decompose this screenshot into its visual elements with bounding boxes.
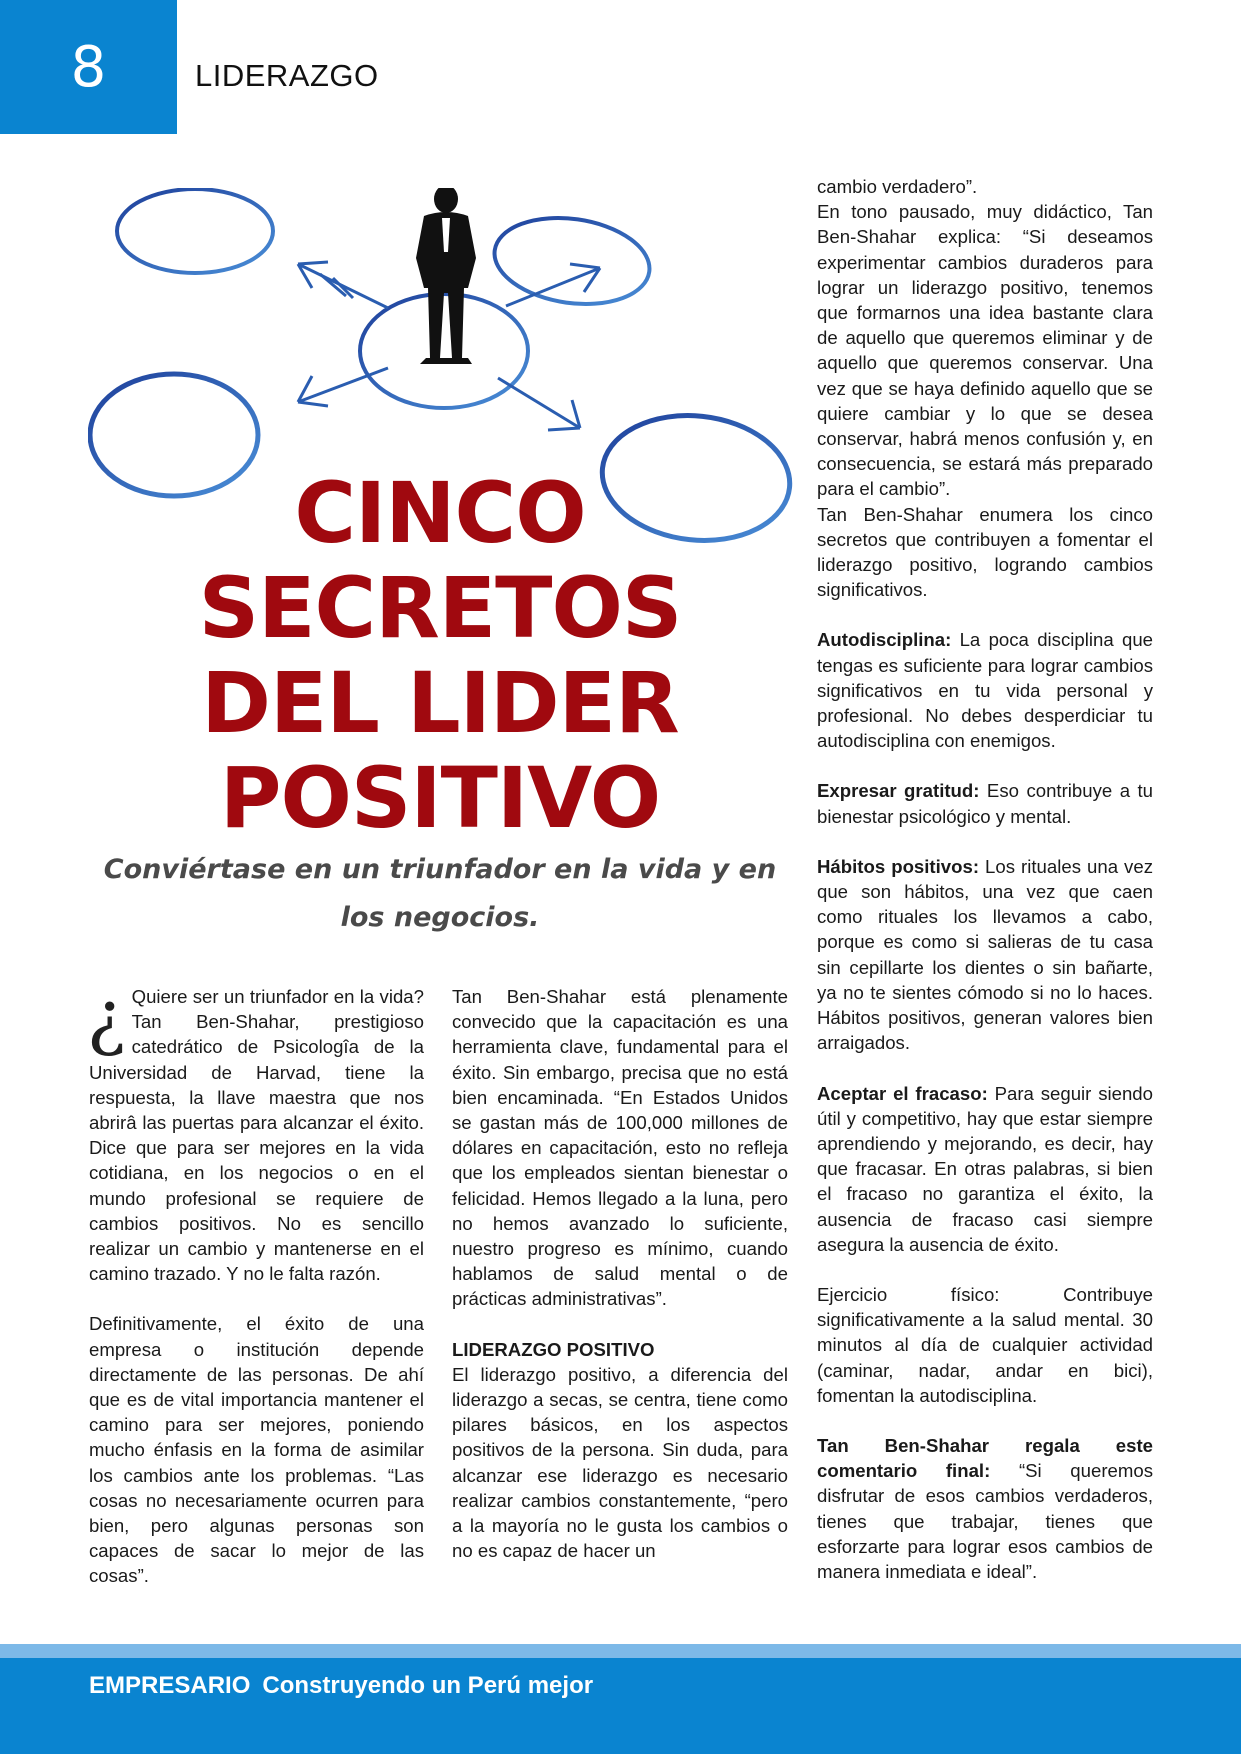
secret-label: Autodisciplina: [817,629,952,651]
paragraph: En tono pausado, muy didáctico, Tan Ben-Shahar explica: “Si deseamos experimentar cambios duraderos para lograr un liderazgo positivo, tenemos que formarnos una idea bastante clara de aquello que queremos eliminar y de aquello que queremos conservar. Una vez que se haya definido aquello que se quiere cambiar y lo que se desea conservar, habrá menos confusión y, en consecuencia, se estará más preparado para el cambio”. [817,201,1153,500]
column-1 [87,975,424,1614]
paragraph [452,1337,788,1564]
secret-item [817,778,1153,828]
column-2 [452,984,788,1588]
section-label: LIDERAZGO [195,58,379,93]
secret-text: Los rituales una vez que son hábitos, una vez que caen como rituales los llevamos a cabo, porque es como si salieras de tu casa sin cepillarte los dientes o sin bañarte, ya no te sientes cómodo si no lo haces. Hábitos positivos, generan valores bien arraigados. [817,855,1153,1054]
secret-item: Ejercicio físico: Contribuye significativamente a la salud mental. 30 minutos al día de cualquier actividad (caminar, nadar, andar en bici), fomentan la autodisciplina. [817,1283,1153,1406]
column-3 [817,174,1153,1609]
paragraph: cambio verdadero”. [817,176,978,197]
secret-text: Eso contribuye a tu bienestar psicológico y mental. [817,780,1154,827]
paragraph: Definitivamente, el éxito de una empresa o institución depende directamente de las personas. De ahí que es de vital importancia mantener el camino para ser mejores, poniendo mucho énfasis en la forma de asimilar los cambios ante los problemas. “Las cosas no necesariamente ocurren para bien, pero algunas personas son capaces de sacar lo mejor de las cosas”. [89,1313,424,1587]
page-number-box [0,0,177,134]
footer-tagline: Construyendo un Perú mejor [262,1672,594,1699]
drop-cap: ¿ [87,975,126,1059]
footer-strip [0,1644,1241,1658]
secret-label: Aceptar el fracaso: [817,1082,988,1104]
secret-item [817,627,1153,753]
page-number: 8 [70,34,107,100]
secret-label: Hábitos positivos: [817,855,980,877]
article-title [150,466,730,846]
subheading: LIDERAZGO POSITIVO [452,1338,655,1360]
closing-label: Tan Ben-Shahar regala este comentario final: [817,1434,1153,1482]
paragraph: Tan Ben-Shahar enumera los cinco secretos que contribuyen a fomentar el liderazgo positivo, logrando cambios significativos. [817,503,1153,601]
title-line-1: CINCO [294,464,586,562]
title-line-3: DEL LIDER [201,654,679,752]
paragraph-text: El liderazgo positivo, a diferencia del liderazgo a secas, se centra, tiene como pilares básicos, en los aspectos positivos de la persona. Sin duda, para alcanzar ese liderazgo es necesario realizar cambios constantemente, “pero a la mayoría no le gusta los cambios o no es capaz de hacer un [452,1363,788,1562]
paragraph [87,975,424,1286]
secret-text: La poca disciplina que tengas es suficiente para lograr cambios significativos en tu vida personal y profesional. No debes desperdiciar tu autodisciplina con enemigos. [817,629,1153,752]
closing-quote [817,1433,1153,1584]
secret-item [817,854,1153,1056]
footer-brand: EMPRESARIO [89,1672,251,1699]
title-line-2: SECRETOS [198,559,682,657]
secret-text: Para seguir siendo útil y competitivo, hay que estar siempre aprendiendo y mejorando, es decir, hay que fracasar. En otras palabras, si bien el fracaso no garantiza el éxito, la ausencia de fracaso casi siempre asegura la ausencia de éxito. [817,1082,1153,1255]
paragraph: Tan Ben-Shahar está plenamente convecido que la capacitación es una herramienta clave, fundamental para el éxito. Sin embargo, precisa que no está bien encaminada. “En Estados Unidos se gastan más de 100,000 millones de dólares en capacitación, esto no refleja que los empleados sientan bienestar o felicidad. Hemos llegado a la luna, pero no hemos avanzado lo suficiente, nuestro progreso es mínimo, cuando hablamos de salud mental o de prácticas administrativas”. [452,986,788,1310]
title-line-4: POSITIVO [219,749,661,847]
secret-label: Expresar gratitud: [817,780,980,802]
paragraph-text: Quiere ser un triunfador en la vida? Tan Ben-Shahar, prestigioso catedrático de Psicologîa de la Universidad de Harvad, tiene la respuesta, la llave maestra que nos abrirâ las puertas para alcanzar el éxito. Dice que para ser mejores en la vida cotidiana, en los negocios o en el mundo profesional se requiere de cambios positivos. No es sencillo realizar un cambio y mantenerse en el camino trazado. Y no le falta razón. [89,986,424,1285]
secret-item [817,1081,1153,1257]
footer-text [89,1666,593,1706]
article-subtitle: Conviértase en un triunfador en la vida y en los negocios. [103,854,777,933]
closing-text: “Si queremos disfrutar de esos cambios verdaderos, tienes que trabajar, tienes que esforzarte para lograr esos cambios de manera inmediata e ideal”. [817,1460,1153,1582]
